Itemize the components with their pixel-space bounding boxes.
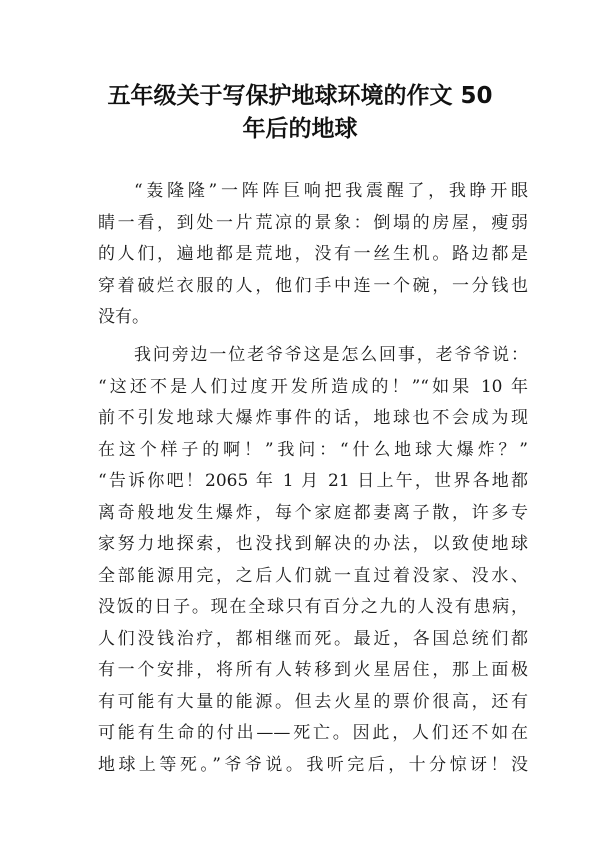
paragraph-line: “轰隆隆”一阵阵巨响把我震醒了，我睁开眼	[134, 181, 528, 201]
paragraph-line: 我问旁边一位老爷爷这是怎么回事，老爷爷说：	[134, 345, 528, 365]
document-title-line-2: 年后的地球	[242, 116, 358, 142]
paragraph-1	[98, 176, 528, 334]
paragraph-line: 前不引发地球大爆炸事件的话，地球也不会成为现	[98, 408, 528, 428]
paragraph-line: 家努力地探索，也没找到解决的办法，以致使地球	[98, 534, 528, 554]
paragraph-line: 有一个安排，将所有人转移到火星居住，那上面极	[98, 660, 528, 680]
paragraph-line: 的人们，遍地都是荒地，没有一丝生机。路边都是	[98, 244, 528, 264]
paragraph-line: 穿着破烂衣服的人，他们手中连一个碗，一分钱也	[98, 275, 528, 296]
paragraph-line: 有可能有大量的能源。但去火星的票价很高，还有	[98, 691, 528, 712]
paragraph-line: 没有。	[98, 307, 149, 327]
paragraph-2	[98, 340, 528, 781]
paragraph-line: 地球上等死。”爷爷说。我听完后，十分惊讶！没	[98, 754, 528, 775]
paragraph-line: 睛一看，到处一片荒凉的景象：倒塌的房屋，瘦弱	[98, 212, 528, 233]
paragraph-line: “告诉你吧！2065 年 1 月 21 日上午，世界各地都	[98, 471, 528, 491]
paragraph-line: 可能有生命的付出——死亡。因此，人们还不如在	[98, 723, 528, 743]
paragraph-line: “这还不是人们过度开发所造成的！”“如果 10 年	[98, 376, 528, 397]
paragraph-line: 全部能源用完，之后人们就一直过着没家、没水、	[98, 565, 528, 586]
paragraph-line: 人们没钱治疗，都相继而死。最近，各国总统们都	[98, 628, 528, 649]
paragraph-line: 离奇般地发生爆炸，每个家庭都妻离子散，许多专	[98, 502, 528, 523]
paragraph-line: 在这个样子的啊！”我问：“什么地球大爆炸？”	[98, 439, 528, 460]
document-title-line-1: 五年级关于写保护地球环境的作文 50	[107, 83, 493, 109]
paragraph-line: 没饭的日子。现在全球只有百分之九的人没有患病，	[98, 597, 528, 617]
